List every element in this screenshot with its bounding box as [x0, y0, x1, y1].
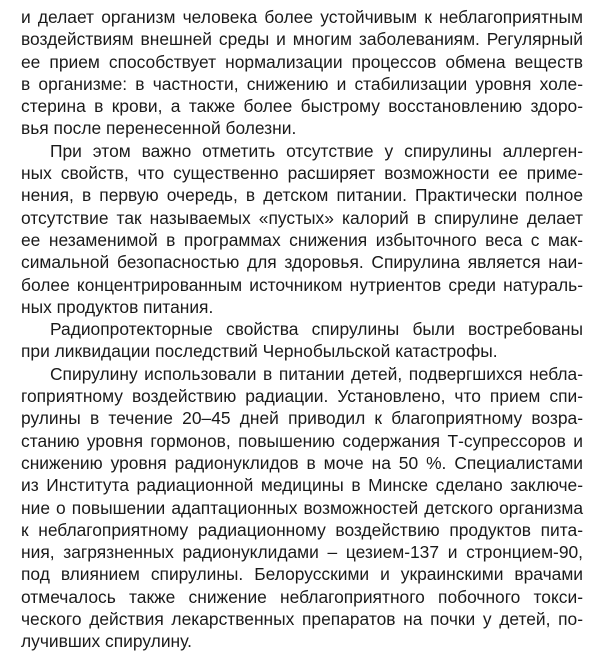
text-line: под влиянием спирулины. Белорусскими и украинскими врачами — [21, 564, 583, 585]
text-line: ние о повышении адаптационных возможностей детского организма — [21, 497, 583, 518]
paragraph-3 — [21, 318, 583, 363]
text-line: ее прием способствует нормализации процессов обмена веществ — [21, 51, 583, 72]
text-line: и делает организм человека более устойчивым к неблагоприятным — [21, 7, 583, 27]
text-line: ее незаменимой в программах снижения избыточного веса с мак- — [21, 229, 583, 250]
text-line: воздействиям внешней среды и многим заболеваниям. Регулярный — [21, 29, 583, 50]
text-line: станию уровня гормонов, повышению содержания Т-супрессоров и — [21, 430, 583, 451]
text-line: ческого действия лекарственных препаратов на почки у детей, по- — [21, 609, 583, 630]
text-line: лучивших спирулину. — [21, 631, 192, 652]
text-line: ных свойств, что существенно расширяет возможности ее приме- — [21, 163, 583, 184]
text-line: Радиопротекторные свойства спирулины были востребованы — [50, 319, 583, 340]
paragraph-4 — [21, 363, 583, 653]
text-line: в организме: в частности, снижению и стабилизации уровня холе- — [21, 73, 583, 94]
text-line: к неблагоприятному радиационному воздействию продуктов пита- — [21, 519, 583, 540]
paragraph-2 — [21, 140, 583, 318]
paragraph-1 — [21, 6, 583, 140]
text-line: ния, загрязненных радионуклидами – цезием-137 и стронцием-90, — [21, 542, 583, 563]
text-line: более концентрированным источником нутриентов среди натураль- — [21, 274, 583, 295]
text-line: гоприятному воздействию радиации. Установлено, что прием спи- — [21, 386, 583, 407]
text-line: ных продуктов питания. — [21, 296, 214, 317]
text-line: стерина в крови, а также более быстрому восстановлению здоро- — [21, 96, 583, 117]
text-line: рулины в течение 20–45 дней приводил к благоприятному возра- — [21, 408, 583, 429]
text-line: нения, в первую очередь, в детском питании. Практически полное — [21, 185, 583, 206]
text-line: отмечалось также снижение неблагоприятного побочного токси- — [21, 586, 583, 607]
text-line: из Института радиационной медицины в Минске сделано заключе- — [21, 475, 583, 496]
text-line: вья после перенесенной болезни. — [21, 118, 297, 139]
text-line: отсутствие так называемых «пустых» калорий в спирулине делает — [21, 207, 583, 228]
text-line: Спирулину использовали в питании детей, подвергшихся небла- — [50, 363, 583, 384]
text-line: при ликвидации последствий Чернобыльской катастрофы. — [21, 341, 498, 362]
text-line: При этом важно отметить отсутствие у спирулины аллерген- — [50, 140, 583, 161]
text-line: симальной безопасностью для здоровья. Спирулина является наи- — [21, 252, 583, 273]
text-line: снижению уровня радионуклидов в моче на 50 %. Специалистами — [21, 452, 583, 473]
